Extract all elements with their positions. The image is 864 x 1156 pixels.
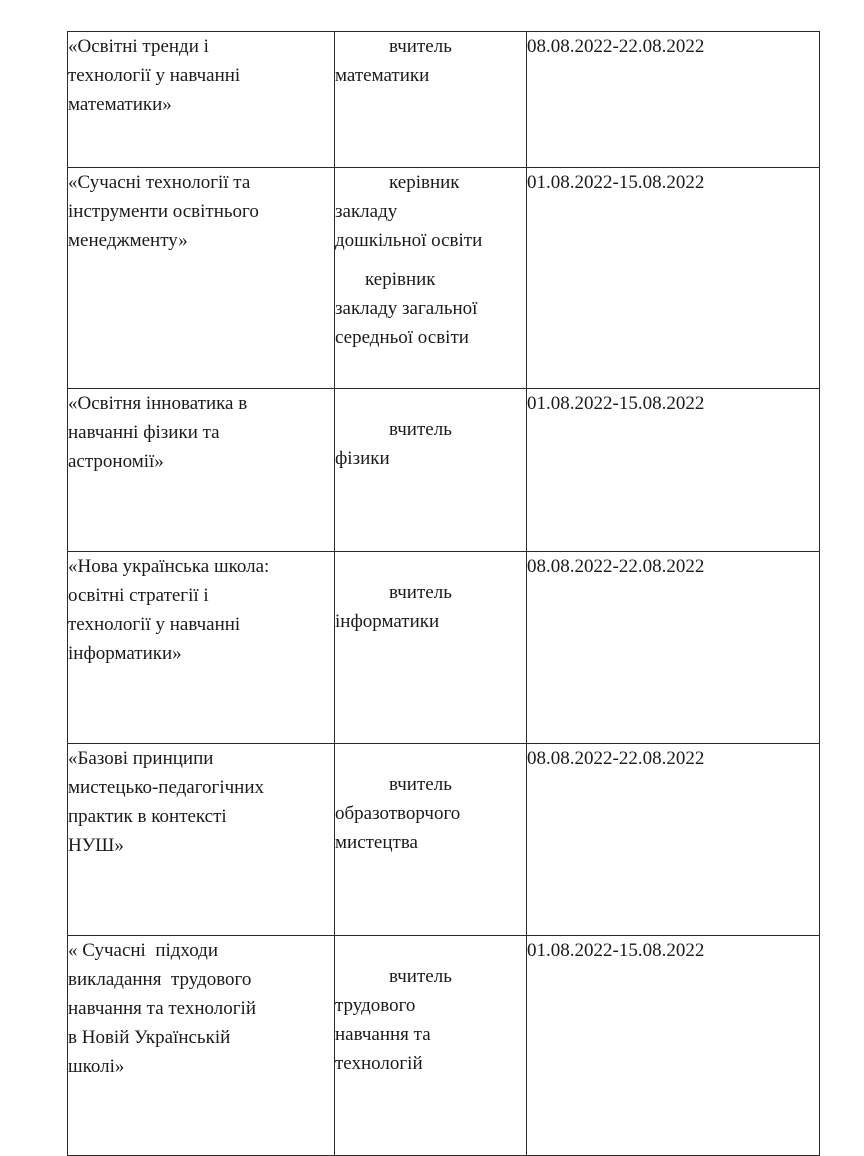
course-title-line: навчанні фізики та (68, 422, 220, 443)
audience-cell (335, 552, 527, 744)
audience-line: інформатики (335, 611, 440, 632)
audience-line: вчитель (389, 966, 452, 987)
course-title-line: освітні стратегії і (68, 585, 209, 606)
date-range: 01.08.2022-15.08.2022 (527, 393, 705, 414)
course-title-line: « Сучасні підходи (68, 940, 218, 961)
date-range-cell (527, 168, 820, 389)
course-title-cell (68, 552, 335, 744)
course-title-cell (68, 936, 335, 1156)
audience-cell (335, 32, 527, 168)
audience-line: вчитель (389, 36, 452, 57)
audience-line: дошкільної освіти (335, 230, 483, 251)
course-title-cell (68, 744, 335, 936)
audience-block (335, 168, 526, 255)
course-title-cell (68, 389, 335, 552)
date-range: 08.08.2022-22.08.2022 (527, 748, 705, 769)
table-row (68, 936, 820, 1156)
course-title-line: математики» (68, 94, 172, 115)
date-range-cell (527, 32, 820, 168)
course-title-line: «Освітні тренди і (68, 36, 209, 57)
date-range: 08.08.2022-22.08.2022 (527, 556, 705, 577)
course-title-cell (68, 168, 335, 389)
audience-line: навчання та (335, 1024, 431, 1045)
course-title-line: мистецько-педагогічних (68, 777, 265, 798)
course-title-line: «Нова українська школа: (68, 556, 270, 577)
table-row (68, 32, 820, 168)
audience-line: технологій (335, 1053, 423, 1074)
audience-cell (335, 744, 527, 936)
table-row (68, 552, 820, 744)
audience-line: закладу (335, 201, 398, 222)
date-range-cell (527, 744, 820, 936)
date-range-cell (527, 389, 820, 552)
table-row (68, 744, 820, 936)
course-title-line: школі» (68, 1056, 125, 1077)
audience-line: керівник (365, 269, 436, 290)
course-title-line: в Новій Українській (68, 1027, 231, 1048)
course-title-line: навчання та технологій (68, 998, 257, 1019)
audience-cell (335, 168, 527, 389)
audience-line: керівник (389, 172, 460, 193)
audience-line: фізики (335, 448, 390, 469)
audience-line: образотворчого (335, 803, 461, 824)
table-row (68, 168, 820, 389)
courses-table (67, 31, 820, 1156)
date-range: 01.08.2022-15.08.2022 (527, 172, 705, 193)
audience-block (335, 265, 526, 352)
audience-line: математики (335, 65, 430, 86)
audience-cell (335, 936, 527, 1156)
audience-line: вчитель (389, 582, 452, 603)
course-title-line: астрономії» (68, 451, 164, 472)
date-range: 08.08.2022-22.08.2022 (527, 36, 705, 57)
course-title-line: інструменти освітнього (68, 201, 259, 222)
audience-cell (335, 389, 527, 552)
course-title-line: викладання трудового (68, 969, 252, 990)
course-title-line: «Освітня інноватика в (68, 393, 248, 414)
course-title-line: технології у навчанні (68, 614, 241, 635)
course-title-cell (68, 32, 335, 168)
date-range: 01.08.2022-15.08.2022 (527, 940, 705, 961)
audience-line: середньої освіти (335, 327, 469, 348)
audience-line: трудового (335, 995, 416, 1016)
course-title-line: практик в контексті (68, 806, 227, 827)
date-range-cell (527, 552, 820, 744)
date-range-cell (527, 936, 820, 1156)
audience-line: вчитель (389, 419, 452, 440)
audience-line: вчитель (389, 774, 452, 795)
course-title-line: «Базові принципи (68, 748, 214, 769)
course-title-line: менеджменту» (68, 230, 188, 251)
table-row (68, 389, 820, 552)
course-title-line: «Сучасні технології та (68, 172, 251, 193)
course-title-line: НУШ» (68, 835, 124, 856)
course-title-line: технології у навчанні (68, 65, 241, 86)
course-title-line: інформатики» (68, 643, 182, 664)
audience-line: мистецтва (335, 832, 418, 853)
audience-line: закладу загальної (335, 298, 478, 319)
